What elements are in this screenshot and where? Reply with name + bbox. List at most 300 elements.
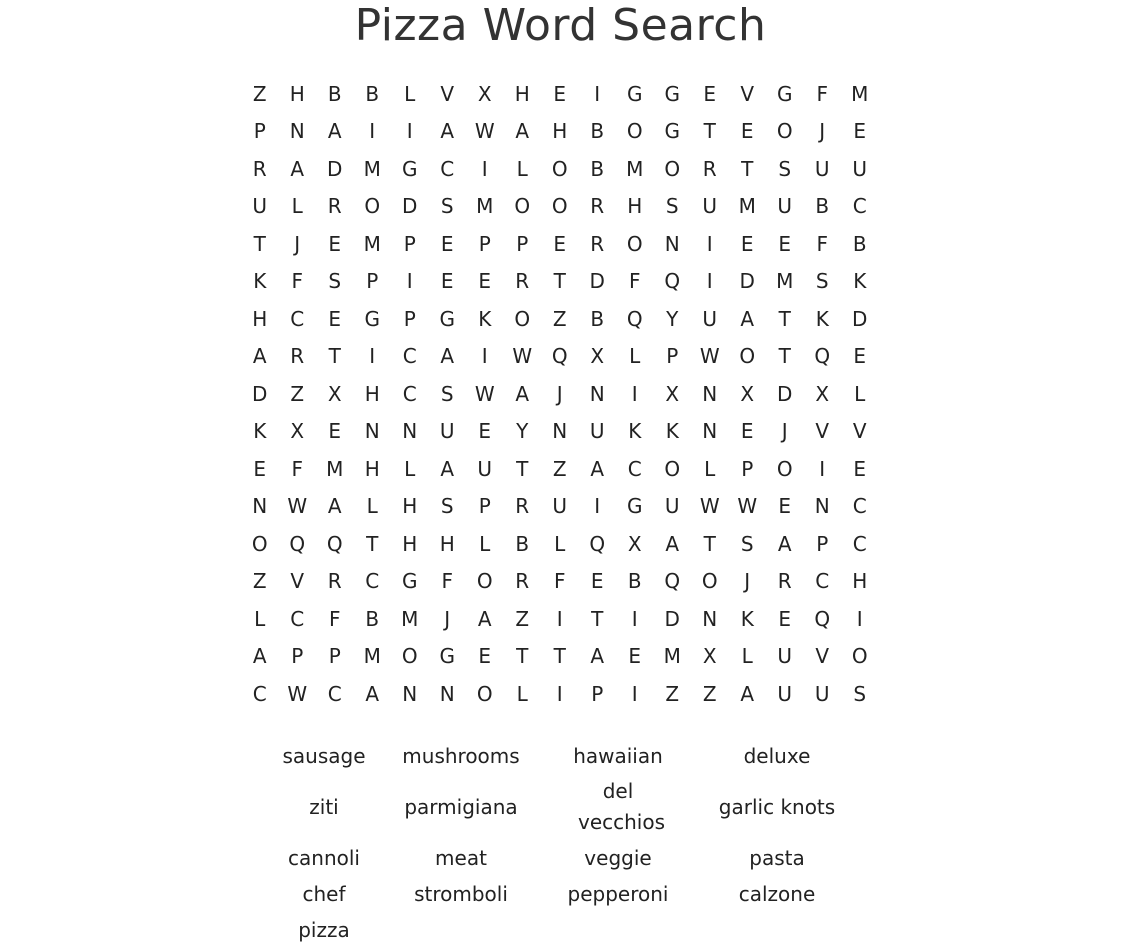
grid-letter: E	[328, 306, 342, 331]
grid-letter: S	[815, 269, 829, 294]
grid-letter: U	[552, 494, 568, 519]
grid-letter: M	[363, 644, 381, 669]
grid-letter: A	[740, 306, 755, 331]
grid-letter: A	[740, 681, 755, 706]
grid-letter: L	[404, 456, 416, 481]
grid-letter: U	[702, 306, 718, 331]
grid-letter: X	[702, 644, 717, 669]
grid-letter: V	[290, 569, 305, 594]
grid-letter: R	[252, 156, 267, 181]
grid-letter: E	[778, 494, 792, 519]
grid-letter: T	[741, 156, 754, 181]
grid-letter: V	[815, 419, 830, 444]
grid-letter: K	[815, 306, 829, 331]
grid-letter: M	[776, 269, 794, 294]
grid-letter: O	[664, 156, 681, 181]
grid-letter: J	[819, 119, 826, 144]
grid-letter: O	[514, 306, 531, 331]
grid-letter: T	[366, 531, 379, 556]
grid-letter: U	[702, 194, 718, 219]
grid-letter: B	[590, 119, 605, 144]
grid-letter: A	[327, 119, 342, 144]
grid-letter: E	[740, 231, 754, 256]
grid-letter: Q	[551, 344, 568, 369]
grid-letter: W	[287, 494, 308, 519]
grid-letter: O	[476, 569, 493, 594]
grid-letter: F	[628, 269, 641, 294]
grid-letter: T	[778, 306, 791, 331]
grid-letter: X	[627, 531, 642, 556]
grid-letter: C	[852, 194, 867, 219]
grid-letter: C	[365, 569, 380, 594]
grid-letter: H	[852, 569, 868, 594]
grid-letter: E	[853, 456, 867, 481]
grid-letter: M	[363, 156, 381, 181]
grid-letter: N	[364, 419, 380, 444]
grid-letter: C	[402, 381, 417, 406]
grid-letter: T	[328, 344, 341, 369]
grid-letter: I	[819, 456, 826, 481]
grid-letter: V	[815, 644, 830, 669]
grid-letter: R	[290, 344, 305, 369]
word-label: mushrooms	[402, 743, 520, 768]
grid-letter: K	[478, 306, 492, 331]
word-label: stromboli	[414, 881, 508, 906]
grid-letter: N	[702, 381, 718, 406]
grid-letter: W	[474, 119, 495, 144]
grid-letter: Q	[814, 344, 831, 369]
grid-letter: F	[553, 569, 566, 594]
grid-letter: L	[404, 81, 416, 106]
grid-letter: A	[477, 606, 492, 631]
grid-letter: I	[556, 606, 563, 631]
grid-letter: E	[328, 231, 342, 256]
grid-letter: D	[739, 269, 755, 294]
grid-letter: T	[253, 231, 266, 256]
word-list-item	[714, 738, 840, 774]
grid-letter: P	[516, 231, 529, 256]
grid-letter: Z	[515, 606, 530, 631]
grid-letter: E	[703, 81, 717, 106]
grid-letter: G	[627, 81, 643, 106]
grid-letter: N	[552, 419, 568, 444]
grid-letter: C	[252, 681, 267, 706]
grid-letter: G	[664, 81, 680, 106]
grid-letter: J	[556, 381, 563, 406]
grid-letter: E	[853, 344, 867, 369]
grid-letter: U	[777, 681, 793, 706]
word-list-item	[400, 840, 522, 876]
word-label: pizza	[298, 917, 350, 942]
grid-letter: P	[478, 494, 491, 519]
grid-letter: L	[516, 156, 528, 181]
grid-letter: A	[365, 681, 380, 706]
word-label: calzone	[738, 881, 816, 906]
word-list-item	[248, 876, 400, 912]
grid-letter: W	[699, 344, 720, 369]
grid-letter: H	[252, 306, 268, 331]
grid-letter: F	[816, 81, 828, 106]
grid-letter: Z	[290, 381, 305, 406]
grid-letter: E	[778, 606, 792, 631]
letter-grid	[241, 75, 879, 713]
grid-letter: L	[741, 644, 753, 669]
grid-letter: I	[594, 494, 601, 519]
grid-letter: I	[481, 156, 488, 181]
word-label: sausage	[282, 743, 366, 768]
grid-letter: N	[814, 494, 830, 519]
grid-letter: E	[478, 419, 492, 444]
grid-letter: N	[402, 681, 418, 706]
grid-letter: T	[778, 344, 791, 369]
grid-letter: P	[366, 269, 379, 294]
grid-letter: I	[369, 344, 376, 369]
grid-letter: L	[704, 456, 716, 481]
grid-letter: Z	[702, 681, 717, 706]
grid-letter: S	[740, 531, 754, 556]
page-title: Pizza Word Search	[354, 0, 767, 51]
grid-letter: U	[814, 156, 830, 181]
grid-letter: J	[294, 231, 301, 256]
word-list-item	[522, 738, 714, 774]
grid-letter: H	[439, 531, 455, 556]
grid-letter: I	[369, 119, 376, 144]
word-list-item	[714, 876, 840, 912]
grid-letter: S	[440, 381, 454, 406]
grid-letter: L	[254, 606, 266, 631]
grid-letter: Q	[326, 531, 343, 556]
grid-letter: Z	[552, 306, 567, 331]
word-label: pasta	[749, 845, 805, 870]
grid-letter: E	[478, 269, 492, 294]
grid-letter: R	[702, 156, 717, 181]
word-label: pepperoni	[567, 881, 669, 906]
grid-letter: B	[327, 81, 342, 106]
grid-letter: H	[364, 456, 380, 481]
grid-letter: U	[252, 194, 268, 219]
grid-letter: E	[853, 119, 867, 144]
grid-letter: T	[516, 644, 529, 669]
grid-letter: R	[515, 494, 530, 519]
grid-letter: W	[737, 494, 758, 519]
grid-letter: U	[852, 156, 868, 181]
grid-letter: A	[440, 344, 455, 369]
grid-letter: V	[440, 81, 455, 106]
grid-letter: I	[856, 606, 863, 631]
grid-letter: Y	[666, 306, 679, 331]
word-label: hawaiian	[573, 743, 663, 768]
grid-letter: K	[740, 606, 754, 631]
grid-letter: G	[439, 644, 455, 669]
grid-letter: U	[777, 194, 793, 219]
grid-letter: A	[440, 119, 455, 144]
word-list-item	[248, 912, 400, 948]
grid-letter: M	[326, 456, 344, 481]
grid-letter: R	[590, 194, 605, 219]
grid-letter: W	[474, 381, 495, 406]
word-label: cannoli	[288, 845, 360, 870]
grid-letter: S	[778, 156, 792, 181]
grid-letter: J	[444, 606, 451, 631]
grid-letter: P	[328, 644, 341, 669]
grid-letter: P	[741, 456, 754, 481]
grid-letter: E	[628, 644, 642, 669]
grid-letter: N	[702, 606, 718, 631]
grid-letter: T	[553, 644, 566, 669]
grid-letter: I	[406, 119, 413, 144]
grid-letter: D	[852, 306, 868, 331]
grid-letter: Z	[252, 81, 267, 106]
grid-letter: W	[699, 494, 720, 519]
grid-letter: P	[816, 531, 829, 556]
grid-letter: P	[403, 306, 416, 331]
grid-letter: O	[251, 531, 268, 556]
grid-letter: B	[515, 531, 530, 556]
word-list-item	[400, 738, 522, 774]
grid-letter: C	[440, 156, 455, 181]
grid-letter: A	[252, 344, 267, 369]
grid-letter: M	[401, 606, 419, 631]
word-list-item	[400, 774, 522, 840]
grid-letter: K	[665, 419, 679, 444]
grid-letter: A	[665, 531, 680, 556]
grid-letter: U	[477, 456, 493, 481]
word-label: veggie	[584, 845, 652, 870]
grid-letter: X	[477, 81, 492, 106]
grid-letter: P	[403, 231, 416, 256]
grid-letter: R	[515, 269, 530, 294]
grid-letter: O	[626, 231, 643, 256]
grid-letter: F	[328, 606, 341, 631]
grid-letter: H	[289, 81, 305, 106]
grid-letter: S	[440, 494, 454, 519]
grid-letter: W	[287, 681, 308, 706]
grid-letter: K	[853, 269, 867, 294]
grid-letter: U	[664, 494, 680, 519]
grid-letter: L	[629, 344, 641, 369]
grid-letter: C	[290, 306, 305, 331]
grid-letter: N	[289, 119, 305, 144]
grid-letter: I	[594, 81, 601, 106]
grid-letter: P	[666, 344, 679, 369]
word-list-item	[248, 840, 400, 876]
word-list-item	[522, 840, 714, 876]
word-label: del vecchios	[578, 779, 666, 834]
grid-letter: E	[778, 231, 792, 256]
grid-letter: Y	[516, 419, 529, 444]
grid-letter: T	[591, 606, 604, 631]
grid-letter: A	[777, 531, 792, 556]
grid-letter: O	[776, 119, 793, 144]
grid-letter: A	[440, 456, 455, 481]
grid-letter: A	[590, 456, 605, 481]
grid-letter: K	[253, 269, 267, 294]
grid-letter: X	[665, 381, 680, 406]
grid-letter: I	[631, 606, 638, 631]
grid-letter: X	[815, 381, 830, 406]
word-label: garlic knots	[718, 794, 836, 819]
grid-letter: O	[776, 456, 793, 481]
grid-letter: K	[628, 419, 642, 444]
grid-letter: F	[291, 269, 303, 294]
grid-letter: B	[590, 306, 605, 331]
grid-letter: C	[627, 456, 642, 481]
grid-letter: E	[328, 419, 342, 444]
grid-letter: U	[439, 419, 455, 444]
grid-letter: P	[478, 231, 491, 256]
grid-letter: L	[854, 381, 866, 406]
grid-letter: X	[590, 344, 605, 369]
grid-letter: T	[703, 119, 716, 144]
grid-letter: I	[631, 681, 638, 706]
grid-letter: S	[440, 194, 454, 219]
grid-letter: Z	[552, 456, 567, 481]
grid-letter: F	[816, 231, 828, 256]
grid-letter: O	[401, 644, 418, 669]
word-list-item	[522, 774, 714, 840]
grid-letter: L	[291, 194, 303, 219]
grid-letter: M	[663, 644, 681, 669]
grid-letter: F	[441, 569, 453, 594]
grid-letter: J	[744, 569, 751, 594]
grid-letter: N	[589, 381, 605, 406]
grid-letter: S	[328, 269, 342, 294]
grid-letter: B	[590, 156, 605, 181]
grid-letter: E	[440, 269, 454, 294]
grid-letter: G	[777, 81, 793, 106]
grid-letter: N	[252, 494, 268, 519]
grid-letter: R	[777, 569, 792, 594]
grid-letter: T	[553, 269, 566, 294]
grid-letter: O	[626, 119, 643, 144]
grid-letter: N	[702, 419, 718, 444]
grid-letter: I	[556, 681, 563, 706]
word-label: deluxe	[743, 743, 811, 768]
grid-letter: M	[626, 156, 644, 181]
grid-letter: R	[327, 194, 342, 219]
grid-letter: U	[589, 419, 605, 444]
grid-letter: S	[665, 194, 679, 219]
word-list-item	[400, 876, 522, 912]
grid-letter: E	[590, 569, 604, 594]
grid-letter: W	[512, 344, 533, 369]
grid-letter: R	[515, 569, 530, 594]
grid-letter: P	[253, 119, 266, 144]
grid-letter: H	[402, 531, 418, 556]
grid-letter: K	[253, 419, 267, 444]
grid-letter: A	[590, 644, 605, 669]
word-list-item	[714, 840, 840, 876]
grid-letter: V	[852, 419, 867, 444]
grid-letter: B	[815, 194, 830, 219]
word-list	[248, 738, 840, 948]
grid-letter: L	[366, 494, 378, 519]
grid-letter: I	[706, 269, 713, 294]
grid-letter: E	[440, 231, 454, 256]
grid-letter: D	[589, 269, 605, 294]
grid-letter: A	[515, 119, 530, 144]
grid-letter: Q	[289, 531, 306, 556]
grid-letter: D	[402, 194, 418, 219]
grid-letter: D	[252, 381, 268, 406]
grid-letter: M	[476, 194, 494, 219]
grid-letter: U	[814, 681, 830, 706]
grid-letter: X	[740, 381, 755, 406]
grid-letter: G	[402, 156, 418, 181]
grid-letter: C	[852, 531, 867, 556]
grid-letter: V	[740, 81, 755, 106]
grid-letter: E	[253, 456, 267, 481]
grid-letter: E	[478, 644, 492, 669]
word-list-item	[714, 774, 840, 840]
grid-letter: O	[551, 194, 568, 219]
grid-letter: B	[365, 606, 380, 631]
grid-letter: B	[627, 569, 642, 594]
grid-letter: G	[627, 494, 643, 519]
grid-letter: I	[631, 381, 638, 406]
grid-letter: O	[364, 194, 381, 219]
grid-letter: R	[590, 231, 605, 256]
word-list-item	[522, 876, 714, 912]
grid-letter: C	[327, 681, 342, 706]
grid-letter: M	[851, 81, 869, 106]
grid-letter: Q	[589, 531, 606, 556]
grid-letter: B	[365, 81, 380, 106]
grid-letter: Q	[664, 269, 681, 294]
grid-letter: H	[514, 81, 530, 106]
word-label: meat	[435, 845, 487, 870]
grid-letter: C	[815, 569, 830, 594]
grid-letter: L	[554, 531, 566, 556]
grid-letter: Q	[626, 306, 643, 331]
grid-letter: N	[439, 681, 455, 706]
grid-letter: H	[627, 194, 643, 219]
grid-letter: R	[327, 569, 342, 594]
grid-letter: H	[552, 119, 568, 144]
grid-letter: Z	[252, 569, 267, 594]
grid-letter: L	[479, 531, 491, 556]
grid-letter: M	[363, 231, 381, 256]
grid-letter: Q	[664, 569, 681, 594]
grid-letter: C	[402, 344, 417, 369]
grid-letter: O	[476, 681, 493, 706]
grid-letter: T	[516, 456, 529, 481]
grid-letter: X	[327, 381, 342, 406]
grid-letter: Q	[814, 606, 831, 631]
grid-letter: H	[364, 381, 380, 406]
grid-letter: A	[327, 494, 342, 519]
grid-letter: E	[553, 231, 567, 256]
grid-letter: O	[514, 194, 531, 219]
grid-letter: F	[291, 456, 303, 481]
word-label: chef	[302, 881, 346, 906]
grid-letter: G	[664, 119, 680, 144]
grid-letter: I	[406, 269, 413, 294]
grid-letter: B	[852, 231, 867, 256]
grid-letter: P	[591, 681, 604, 706]
word-label: ziti	[309, 794, 339, 819]
grid-letter: D	[664, 606, 680, 631]
grid-letter: S	[853, 681, 867, 706]
grid-letter: N	[664, 231, 680, 256]
word-list-item	[248, 738, 400, 774]
grid-letter: T	[703, 531, 716, 556]
grid-letter: E	[553, 81, 567, 106]
grid-letter: O	[664, 456, 681, 481]
grid-letter: O	[739, 344, 756, 369]
grid-letter: O	[851, 644, 868, 669]
grid-letter: H	[402, 494, 418, 519]
